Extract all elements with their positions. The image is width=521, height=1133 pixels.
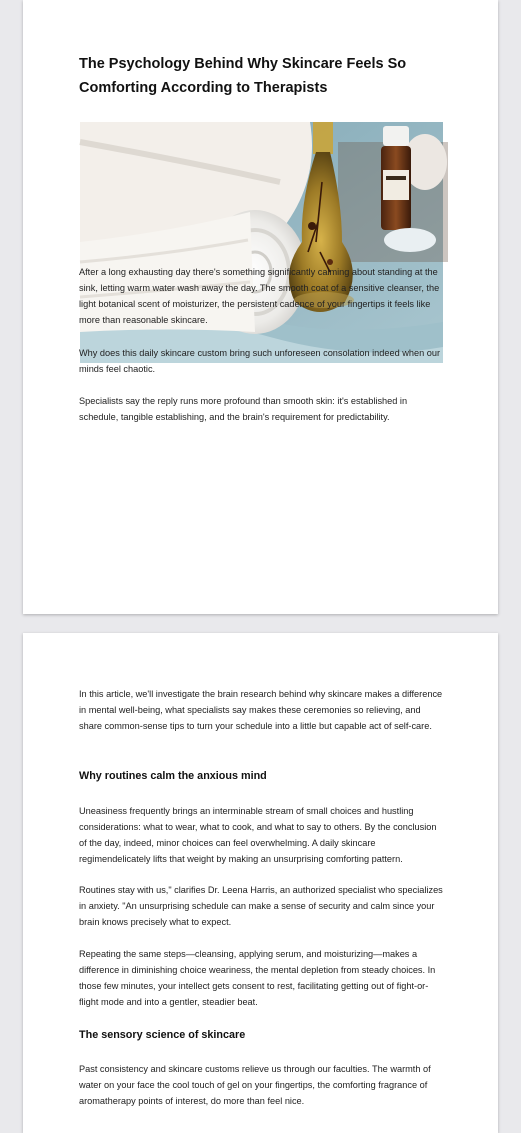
paragraph-specialists: Specialists say the reply runs more profound than smooth skin: it's established in schedule, tangible establishing, and the brain's requirement for predictability. — [79, 396, 408, 422]
paragraph-intro: After a long exhausting day there's something significantly calming about standing at the sink, letting warm water wash away the day. The smooth coat of a sensitive cleanser, the light botanical scent of moisturizer, the persistent cadence of your fingertips it feels like more than reasonable skincare. — [79, 267, 440, 325]
heading-sensory: The sensory science of skincare — [79, 1029, 246, 1041]
paragraph-uneasiness: Uneasiness frequently brings an interminable stream of small choices and hustling considerations: what to wear, what to cook, and what to say to others. By the conclusion of the day, indeed, minor choices can feel overwhelming. A daily skincare regimendelicately lifts that weight by making an unsurprising comforting pattern. — [79, 806, 437, 864]
article-title: The Psychology Behind Why Skincare Feels So Comforting According to Therapists — [79, 56, 407, 96]
document-page-2 — [23, 633, 498, 1133]
paragraph-why: Why does this daily skincare custom bring such unforeseen consolation indeed when our minds feel chaotic. — [79, 348, 441, 374]
document-page-1 — [23, 0, 498, 614]
heading-routines: Why routines calm the anxious mind — [79, 770, 267, 782]
paragraph-repeating-steps: Repeating the same steps—cleansing, applying serum, and moisturizing—makes a difference in diminishing choice weariness, the mental depletion from steady choices. In those few minutes, your intellect gets consent to rest, facilitating getting out of fight-or-flight mode and into a gentler, steadier beat. — [79, 949, 436, 1007]
paragraph-article-overview: In this article, we'll investigate the brain research behind why skincare makes a difference in mental well-being, what specialists say makes these ceremonies so relieving, and share common-sense tips to turn your schedule into a little but capable act of self-care. — [79, 689, 443, 731]
paragraph-sensory: Past consistency and skincare customs relieve us through our faculties. The warmth of water on your face the cool touch of gel on your fingertips, the comforting fragrance of aromatherapy points of interest, do more than feel nice. — [79, 1064, 431, 1106]
paragraph-routines-quote: Routines stay with us," clarifies Dr. Leena Harris, an authorized specialist who specializes in anxiety. "An unsurprising schedule can make a sense of security and calm since your brain knows precisely what to expect. — [79, 885, 443, 927]
